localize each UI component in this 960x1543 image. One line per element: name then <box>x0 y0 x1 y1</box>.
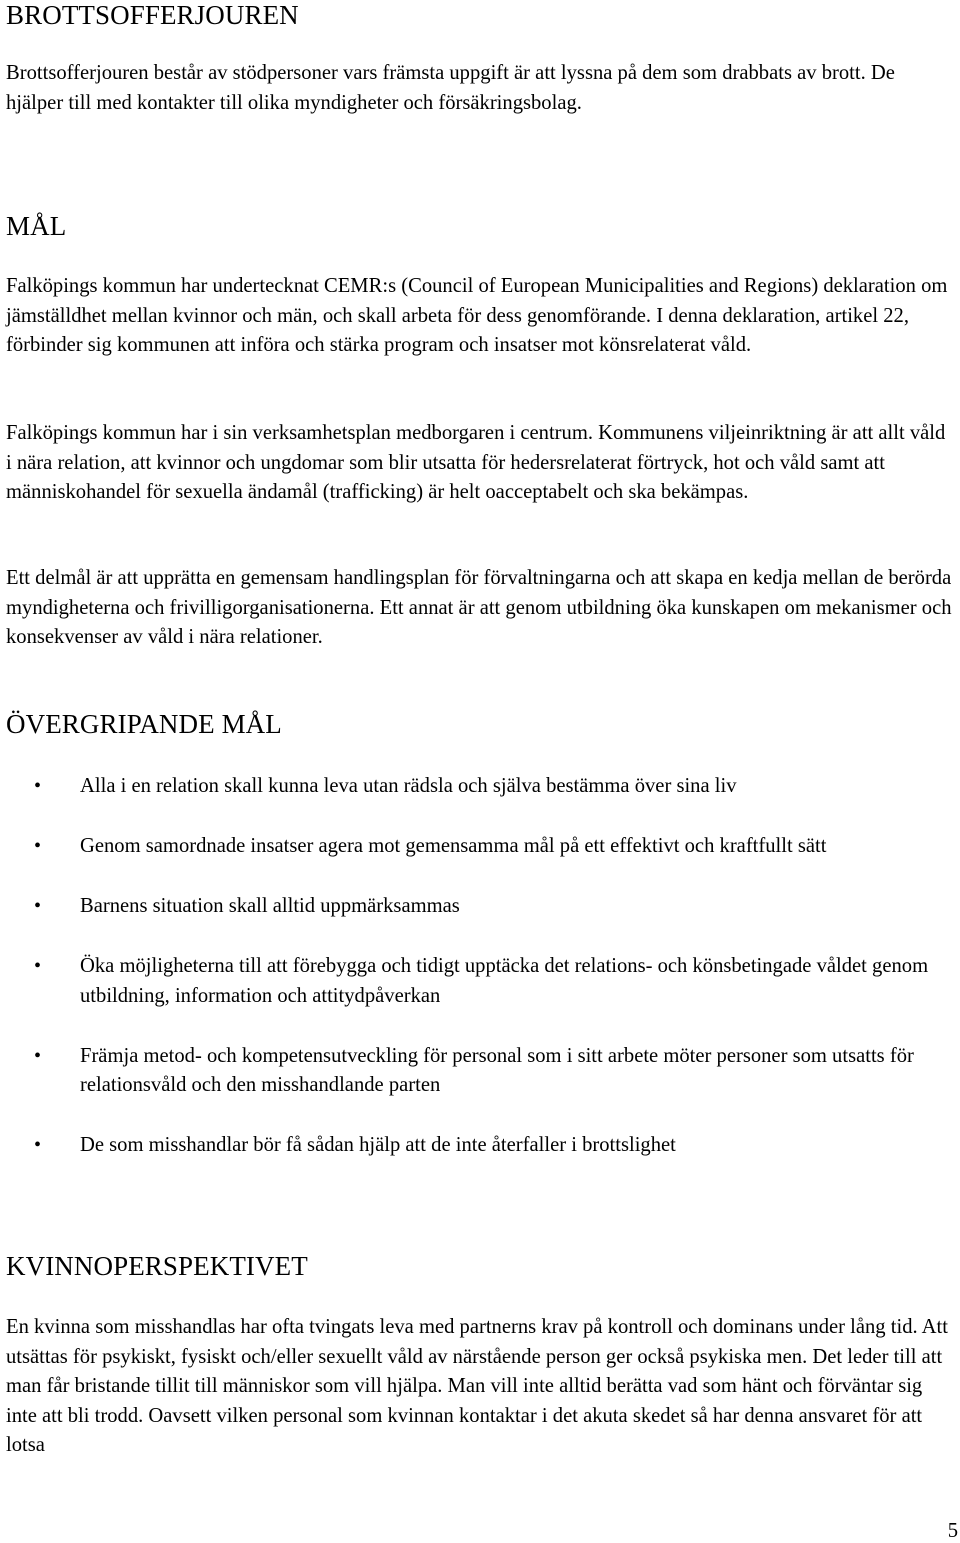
list-item-text: Alla i en relation skall kunna leva utan rädsla och själva bestämma över sina liv <box>80 775 737 797</box>
paragraph-brottsofferjouren: Brottsofferjouren består av stödpersoner vars främsta uppgift är att lyssna på dem som drabbats av brott. De hjälper till med kontakter till olika myndigheter och försäkringsbolag. <box>6 62 895 114</box>
bullet-icon: • <box>34 835 42 857</box>
bullet-icon: • <box>34 1134 42 1156</box>
goals-list <box>6 772 956 1191</box>
list-item-text: Öka möjligheterna till att förebygga och tidigt upptäcka det relations- och könsbetingade våldet genom utbildning, information och attitydpåverkan <box>80 955 929 1007</box>
bullet-icon: • <box>34 895 42 917</box>
list-item <box>6 832 956 862</box>
heading-brottsofferjouren: BROTTSOFFERJOUREN <box>6 0 299 30</box>
list-item-text: Barnens situation skall alltid uppmärksammas <box>80 895 460 917</box>
list-item <box>6 772 956 802</box>
bullet-icon: • <box>34 955 42 977</box>
paragraph-mal-verksamhetsplan: Falköpings kommun har i sin verksamhetsplan medborgaren i centrum. Kommunens viljeinriktning är att allt våld i nära relation, att kvinnor och ungdomar som blir utsatta för hedersrelaterat förtryck, hot och våld samt att människohandel för sexuella ändamål (trafficking) är helt oacceptabelt och ska bekämpas. <box>6 422 946 503</box>
heading-kvinnoperspektivet: KVINNOPERSPEKTIVET <box>6 1251 308 1281</box>
list-item <box>6 1131 956 1161</box>
heading-mal: MÅL <box>6 211 67 241</box>
paragraph-kvinnoperspektivet: En kvinna som misshandlas har ofta tvingats leva med partnerns krav på kontroll och dominans under lång tid. Att utsättas för psykiskt, fysiskt och/eller sexuellt våld av närstående person ger också psykiska men. Det leder till att man får bristande tillit till människor som vill hjälpa. Man vill inte alltid berätta vad som hänt och förväntar sig inte att bli trodd. Oavsett vilken personal som kvinnan kontaktar i det akuta skedet så har denna ansvaret för att lotsa <box>6 1316 948 1456</box>
list-item-text: Främja metod- och kompetensutveckling för personal som i sitt arbete möter personer som utsatts för relationsvåld och den misshandlande parten <box>80 1044 914 1096</box>
page-number: 5 <box>947 1520 958 1542</box>
bullet-icon: • <box>34 775 42 797</box>
list-item-text: Genom samordnade insatser agera mot gemensamma mål på ett effektivt och kraftfullt sätt <box>80 835 827 857</box>
list-item-text: De som misshandlar bör få sådan hjälp att de inte återfaller i brottslighet <box>80 1134 676 1156</box>
list-item <box>6 952 956 1011</box>
list-item <box>6 1042 956 1101</box>
heading-overgripande-mal: ÖVERGRIPANDE MÅL <box>6 709 282 739</box>
list-item <box>6 892 956 922</box>
paragraph-mal-delmal: Ett delmål är att upprätta en gemensam handlingsplan för förvaltningarna och att skapa en kedja mellan de berörda myndigheterna och frivilligorganisationerna. Ett annat är att genom utbildning öka kunskapen om mekanismer och konsekvenser av våld i nära relationer. <box>6 567 952 648</box>
paragraph-mal-cemr: Falköpings kommun har undertecknat CEMR:s (Council of European Municipalities and Regions) deklaration om jämställdhet mellan kvinnor och män, och skall arbeta för dess genomförande. I denna deklaration, artikel 22, förbinder sig kommunen att införa och stärka program och insatser mot könsrelaterat våld. <box>6 275 948 356</box>
bullet-icon: • <box>34 1044 42 1067</box>
